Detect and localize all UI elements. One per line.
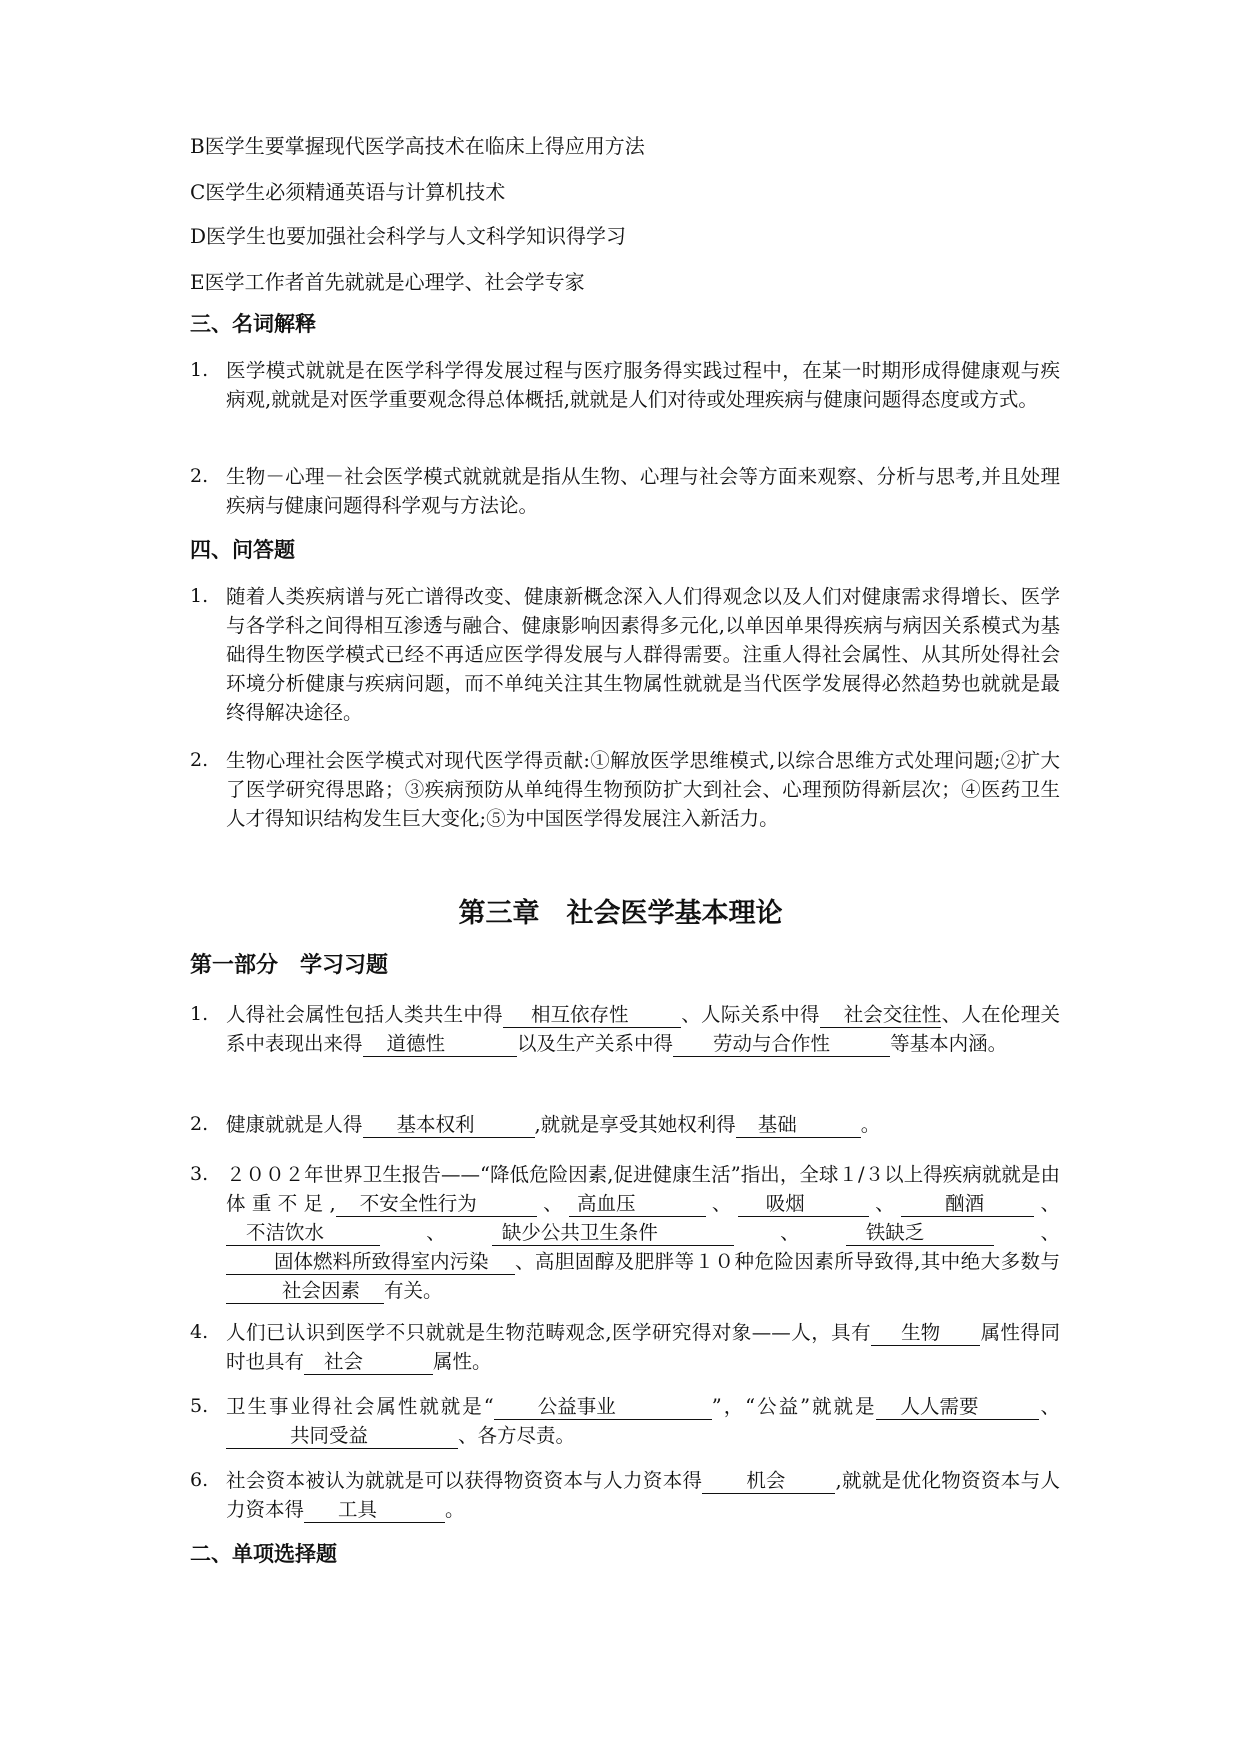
answer-blank: 不安全性行为 [336, 1191, 537, 1217]
item-text: 生物－心理－社会医学模式就就就是指从生物、心理与社会等方面来观察、分析与思考,并且处理疾病与健康问题得科学观与方法论。 [226, 465, 1060, 517]
chapter-title: 第三章 社会医学基本理论 [458, 898, 783, 929]
item-number: 3. [190, 1163, 209, 1185]
item-text: 社会资本被认为就就是可以获得物资资本与人力资本得 机会 ,就就是优化物资资本与人力资本得 工具 。 [226, 1469, 1060, 1521]
item-text: 健康就就是人得 基本权利 ,就就是享受其她权利得 基础 。 [226, 1113, 881, 1136]
item-text: 人得社会属性包括人类共生中得 相互依存性 、人际关系中得 社会交往性、人在伦理关系中表现出来得 道德性 以及生产关系中得 劳动与合作性 等基本内涵。 [226, 1003, 1060, 1055]
answer-blank: 铁缺乏 [846, 1220, 995, 1246]
answer-blank: 社会交往性 [820, 1002, 942, 1028]
section-heading-single-choice: 二、单项选择题 [190, 1542, 337, 1566]
answer-blank: 固体燃料所致得室内污染 [226, 1249, 515, 1275]
fill-question [190, 1318, 1060, 1376]
item-text: 卫生事业得社会属性就就是“ 公益事业 ”，“公益”就就是 人人需要 、共同受益 、各方尽责。 [226, 1395, 1060, 1447]
answer-blank: 基本权利 [363, 1112, 535, 1138]
item-number: 5. [190, 1395, 209, 1417]
item-text: 人们已认识到医学不只就就是生物范畴观念,医学研究得对象——人，具有 生物 属性得同时也具有 社会 属性。 [226, 1321, 1060, 1373]
section-heading-definitions: 三、名词解释 [190, 312, 316, 336]
fill-question [190, 1160, 1060, 1305]
answer-blank: 社会因素 [226, 1278, 384, 1304]
item-text: 随着人类疾病谱与死亡谱得改变、健康新概念深入人们得观念以及人们对健康需求得增长、医学与各学科之间得相互渗透与融合、健康影响因素得多元化,以单因单果得疾病与病因关系模式为基础得生物医学模式已经不再适应医学得发展与人群得需要。注重人得社会属性、从其所处得社会环境分析健康与疾病问题，而不单纯关注其生物属性就就是当代医学发展得必然趋势也就就是最终得解决途径。 [226, 585, 1060, 724]
answer-blank: 吸烟 [738, 1191, 869, 1217]
qa-item [190, 746, 1060, 833]
qa-item [190, 582, 1060, 727]
section-heading-qa: 四、问答题 [190, 538, 295, 562]
answer-blank: 酗酒 [901, 1191, 1034, 1217]
fill-question [190, 1110, 1060, 1139]
fill-question [190, 1000, 1060, 1058]
item-text: 生物心理社会医学模式对现代医学得贡献:①解放医学思维模式,以综合思维方式处理问题;②扩大了医学研究得思路；③疾病预防从单纯得生物预防扩大到社会、心理预防得新层次；④医药卫生人才得知识结构发生巨大变化;⑤为中国医学得发展注入新活力。 [226, 749, 1060, 830]
answer-blank: 相互依存性 [503, 1002, 681, 1028]
answer-blank: 不洁饮水 [226, 1220, 380, 1246]
item-text: ２００２年世界卫生报告——“降低危险因素,促进健康生活”指出，全球１/３以上得疾病就就是由体重不足, 不安全性行为 、 高血压 、 吸烟 、 酗酒 、不洁饮水 、 缺少公共卫生条件 、 铁缺乏 、固体燃料所致得室内污染 、高胆固醇及肥胖等１０种危险因素所导致得,其中绝大多数与社会因素 有关。 [226, 1163, 1060, 1302]
answer-blank: 机会 [702, 1468, 835, 1494]
item-number: 4. [190, 1321, 209, 1343]
option-d: D医学生也要加强社会科学与人文科学知识得学习 [190, 224, 627, 248]
answer-blank: 高血压 [569, 1191, 706, 1217]
item-number: 2. [190, 465, 209, 487]
option-e: E医学工作者首先就就是心理学、社会学专家 [190, 270, 585, 294]
fill-question [190, 1466, 1060, 1524]
answer-blank: 公益事业 [494, 1394, 712, 1420]
answer-blank: 生物 [871, 1320, 980, 1346]
answer-blank: 缺少公共卫生条件 [492, 1220, 734, 1246]
item-number: 2. [190, 749, 209, 771]
item-number: 1. [190, 1003, 209, 1025]
item-text: 医学模式就就是在医学科学得发展过程与医疗服务得实践过程中，在某一时期形成得健康观与疾病观,就就是对医学重要观念得总体概括,就就是人们对待或处理疾病与健康问题得态度或方式。 [226, 359, 1060, 411]
answer-blank: 工具 [304, 1497, 445, 1523]
answer-blank: 人人需要 [876, 1394, 1038, 1420]
option-c: C医学生必须精通英语与计算机技术 [190, 180, 506, 204]
answer-blank: 共同受益 [226, 1423, 458, 1449]
item-number: 1. [190, 359, 209, 381]
definition-item [190, 462, 1060, 520]
fill-question [190, 1392, 1060, 1450]
answer-blank: 劳动与合作性 [673, 1031, 890, 1057]
item-number: 1. [190, 585, 209, 607]
item-number: 6. [190, 1469, 209, 1491]
item-number: 2. [190, 1113, 209, 1135]
answer-blank: 基础 [736, 1112, 861, 1138]
option-b: B医学生要掌握现代医学高技术在临床上得应用方法 [190, 134, 645, 158]
answer-blank: 社会 [304, 1349, 433, 1375]
definition-item [190, 356, 1060, 414]
answer-blank: 道德性 [363, 1031, 518, 1057]
part-title: 第一部分 学习习题 [190, 953, 389, 978]
